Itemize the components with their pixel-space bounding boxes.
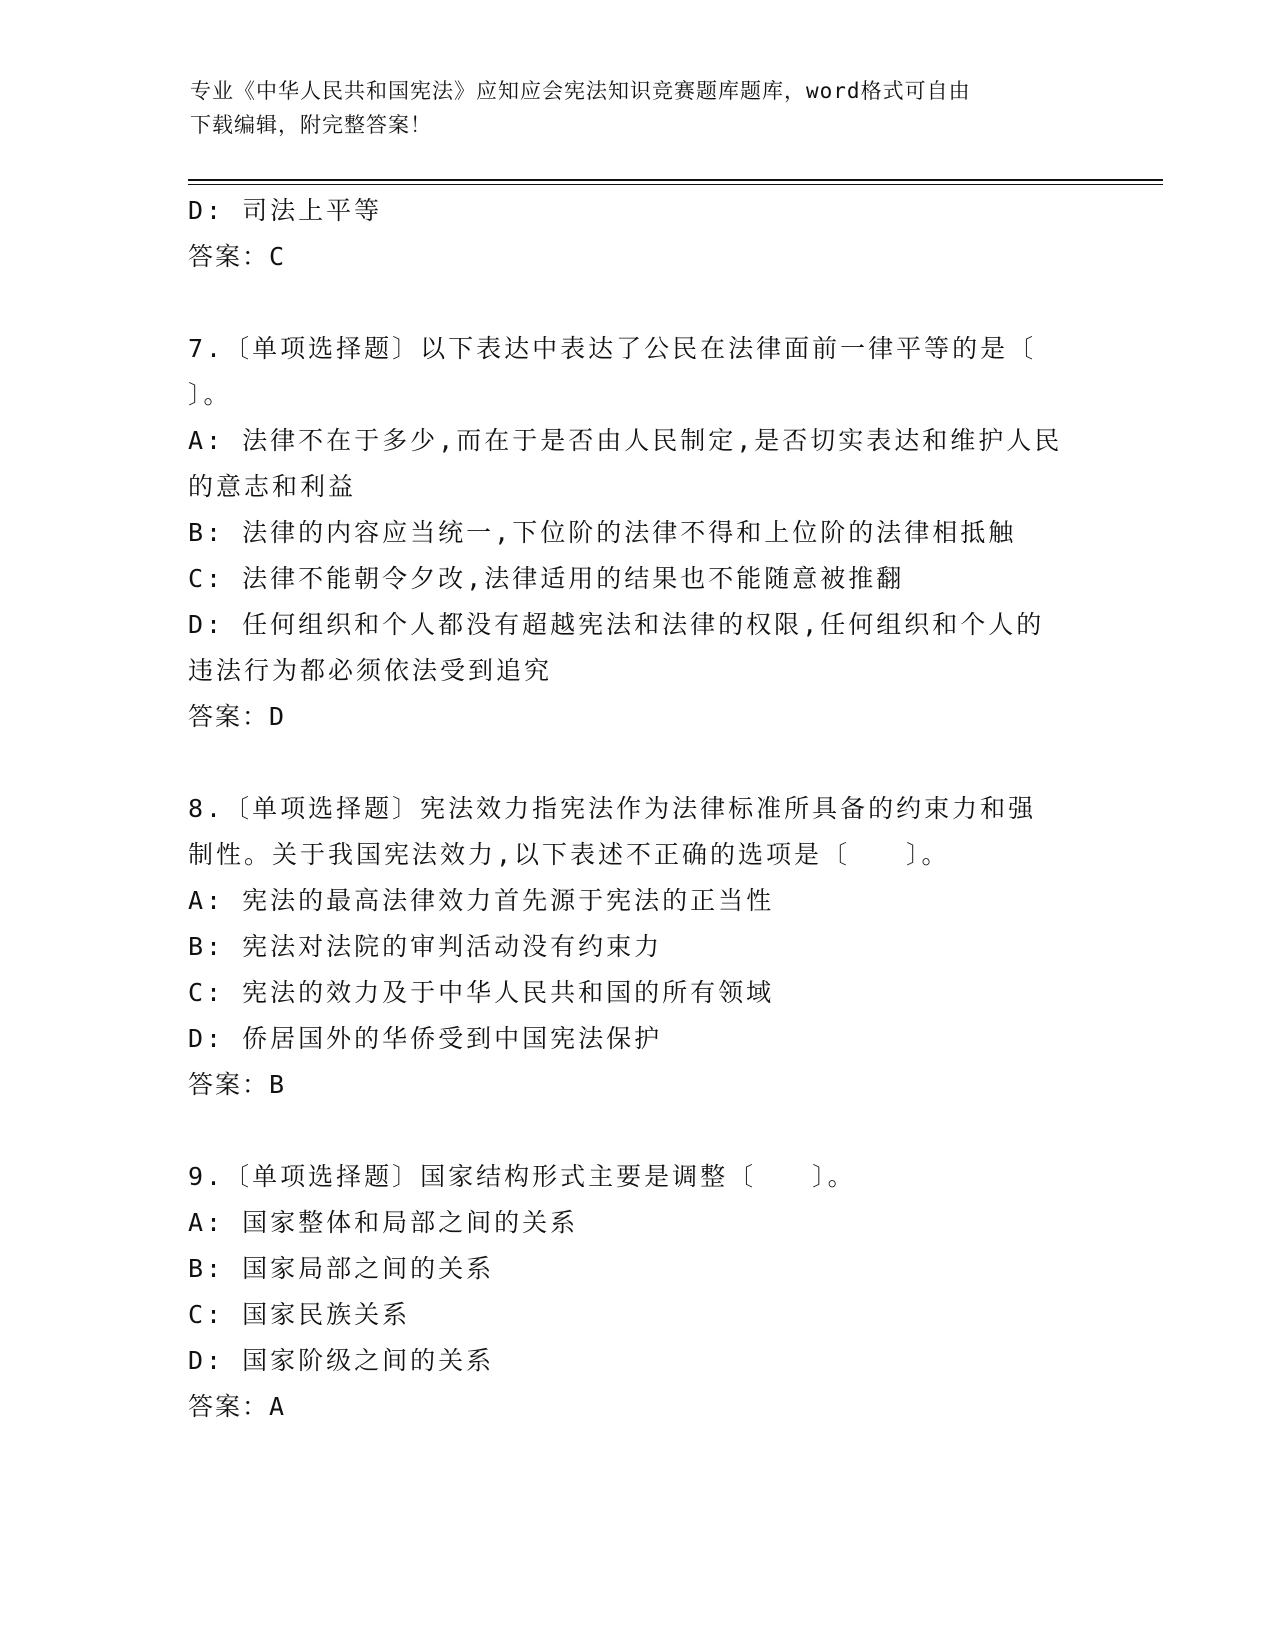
- q6-answer: [188, 234, 1088, 280]
- q8-option-d: D: 侨居国外的华侨受到中国宪法保护: [188, 1024, 663, 1053]
- header-divider-thin: [188, 184, 1163, 185]
- q9-option-c: C: 国家民族关系: [188, 1300, 411, 1329]
- question-9: [188, 1154, 1088, 1430]
- spacer: [188, 740, 1088, 786]
- question-content: [188, 188, 1088, 1430]
- spacer: [188, 1108, 1088, 1154]
- q9-answer-value: A: [269, 1392, 288, 1421]
- q9-answer: [188, 1384, 1088, 1430]
- q8-answer-label: 答案：: [188, 1070, 270, 1099]
- question-7: [188, 326, 1088, 740]
- header-divider-thick: [188, 179, 1163, 181]
- q7-option-a-line-1: A: 法律不在于多少,而在于是否由人民制定,是否切实表达和维护人民: [188, 426, 1063, 455]
- question-8: [188, 786, 1088, 1108]
- q7-stem-line-1: 7.〔单项选择题〕以下表达中表达了公民在法律面前一律平等的是〔: [188, 334, 1037, 363]
- q9-option-d: D: 国家阶级之间的关系: [188, 1346, 495, 1375]
- q8-option-b: B: 宪法对法院的审判活动没有约束力: [188, 932, 663, 961]
- q9-option-a: A: 国家整体和局部之间的关系: [188, 1208, 579, 1237]
- q8-answer-value: B: [269, 1070, 288, 1099]
- q8-stem-line-2: 制性。关于我国宪法效力,以下表述不正确的选项是〔 〕。: [188, 840, 950, 869]
- q8-answer: [188, 1062, 1088, 1108]
- q7-stem-line-2: 〕。: [188, 380, 232, 409]
- q6-option-d: D: 司法上平等: [188, 196, 383, 225]
- q9-option-b: B: 国家局部之间的关系: [188, 1254, 495, 1283]
- q8-option-c: C: 宪法的效力及于中华人民共和国的所有领域: [188, 978, 775, 1007]
- spacer: [188, 280, 1088, 326]
- q6-answer-value: C: [269, 242, 288, 271]
- q6-answer-label: 答案：: [188, 242, 270, 271]
- q7-answer-value: D: [269, 702, 288, 731]
- q9-answer-label: 答案：: [188, 1392, 270, 1421]
- header-line-1: 专业《中华人民共和国宪法》应知应会宪法知识竞赛题库题库，word格式可自由: [190, 79, 971, 103]
- q8-stem-line-1: 8.〔单项选择题〕宪法效力指宪法作为法律标准所具备的约束力和强: [188, 794, 1037, 823]
- q7-option-d-line-1: D: 任何组织和个人都没有超越宪法和法律的权限,任何组织和个人的: [188, 610, 1045, 639]
- q7-option-a-line-2: 的意志和利益: [188, 472, 357, 501]
- q7-answer-label: 答案：: [188, 702, 270, 731]
- page-header: [190, 74, 1090, 142]
- q8-option-a: A: 宪法的最高法律效力首先源于宪法的正当性: [188, 886, 775, 915]
- header-line-2: 下载编辑，附完整答案！: [190, 113, 432, 137]
- q7-option-c: C: 法律不能朝令夕改,法律适用的结果也不能随意被推翻: [188, 564, 905, 593]
- q9-stem: 9.〔单项选择题〕国家结构形式主要是调整〔 〕。: [188, 1162, 856, 1191]
- q7-option-d-line-2: 违法行为都必须依法受到追究: [188, 656, 553, 685]
- question-6-tail: [188, 188, 1088, 280]
- q7-option-b: B: 法律的内容应当统一,下位阶的法律不得和上位阶的法律相抵触: [188, 518, 1017, 547]
- q7-answer: [188, 694, 1088, 740]
